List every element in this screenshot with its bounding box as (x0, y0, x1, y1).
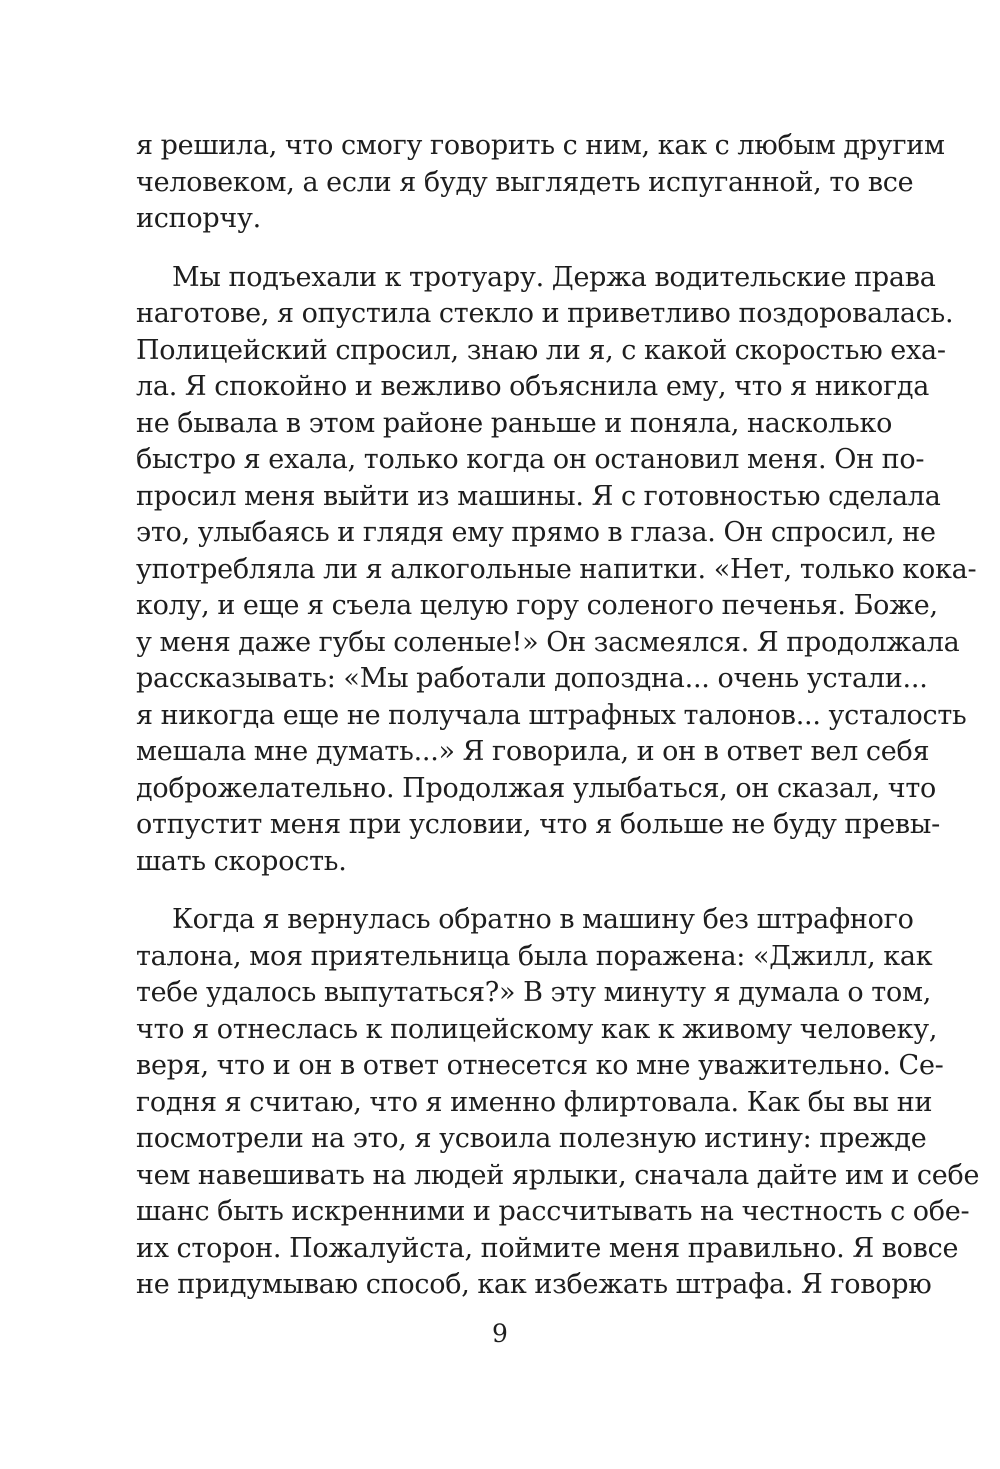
text-line: чем навешивать на людей ярлыки, сначала дайте им и себе (136, 1159, 980, 1191)
text-line: человеком, а если я буду выглядеть испуганной, то все (136, 166, 914, 198)
text-line: колу, и еще я съела целую гору соленого печенья. Боже, (136, 590, 938, 621)
text-line: веря, что и он в ответ отнесется ко мне уважительно. Се- (136, 1050, 944, 1081)
text-line: мешала мне думать...» Я говорила, и он в ответ вел себя (136, 736, 930, 767)
text-line: ла. Я спокойно и вежливо объяснила ему, что я никогда (136, 371, 930, 402)
text-line: шать скорость. (136, 845, 347, 877)
text-line: наготове, я опустила стекло и приветливо поздоровалась. (136, 298, 954, 329)
text-line: что я отнеслась к полицейскому как к живому человеку, (136, 1013, 938, 1045)
text-line: у меня даже губы соленые!» Он засмеялся. Я продолжала (136, 626, 960, 658)
book-page-body (136, 128, 980, 1304)
text-line: я решила, что смогу говорить с ним, как с любым другим (136, 130, 945, 161)
text-line: не бывала в этом районе раньше и поняла, насколько (136, 407, 893, 439)
page-number: 9 (492, 1319, 508, 1348)
text-line: отпустит меня при условии, что я больше не буду превы- (136, 809, 940, 840)
text-line: Полицейский спросил, знаю ли я, с какой скоростью еха- (136, 334, 946, 366)
text-line: рассказывать: «Мы работали допоздна... очень устали... (136, 663, 928, 694)
text-line: талона, моя приятельница была поражена: «Джилл, как (136, 940, 933, 972)
text-line: доброжелательно. Продолжая улыбаться, он сказал, что (136, 772, 937, 804)
paragraph (136, 902, 980, 1304)
text-line: шанс быть искренними и рассчитывать на честность с обе- (136, 1196, 970, 1227)
paragraph (136, 128, 945, 238)
text-line: их сторон. Пожалуйста, поймите меня правильно. Я вовсе (136, 1232, 959, 1264)
text-line: употребляла ли я алкогольные напитки. «Нет, только кока- (136, 553, 977, 585)
text-line: посмотрели на это, я усвоила полезную истину: прежде (136, 1123, 927, 1154)
text-line: быстро я ехала, только когда он остановил меня. Он по- (136, 444, 925, 475)
text-line: не придумываю способ, как избежать штрафа. Я говорю (136, 1269, 932, 1300)
text-line: Мы подъехали к тротуару. Держа водительские права (172, 261, 936, 293)
text-line: испорчу. (136, 203, 261, 234)
text-line: просил меня выйти из машины. Я с готовностью сделала (136, 480, 941, 512)
text-line: я никогда еще не получала штрафных талонов... усталость (136, 699, 967, 731)
paragraph (136, 260, 977, 881)
text-line: Когда я вернулась обратно в машину без штрафного (172, 904, 914, 935)
text-line: это, улыбаясь и глядя ему прямо в глаза. Он спросил, не (136, 517, 936, 548)
text-line: годня я считаю, что я именно флиртовала. Как бы вы ни (136, 1086, 933, 1118)
text-line: тебе удалось выпутаться?» В эту минуту я думала о том, (136, 977, 932, 1008)
